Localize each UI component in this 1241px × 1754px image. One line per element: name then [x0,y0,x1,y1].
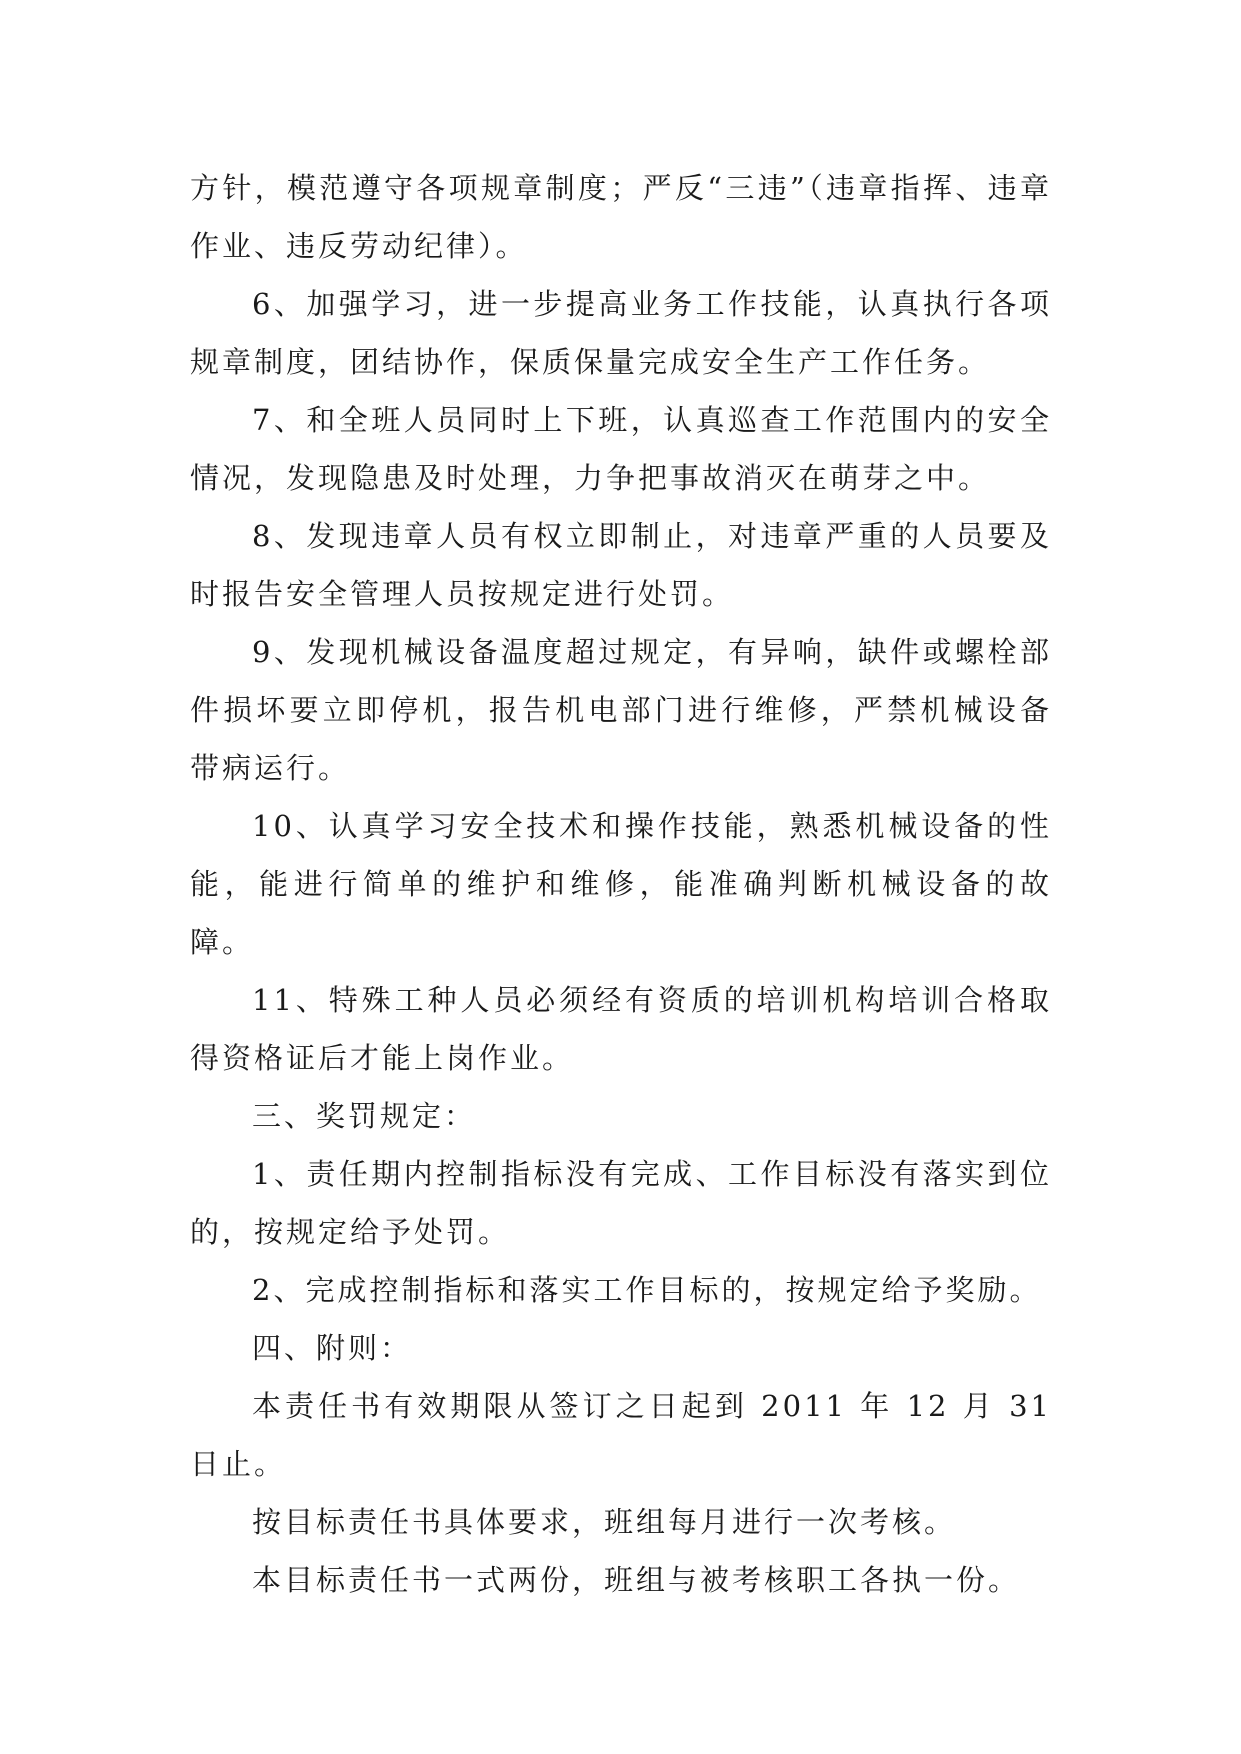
section-heading-rewards: 三、奖罚规定： [252,1099,477,1133]
paragraph-item-7: 7、和全班人员同时上下班，认真巡查工作范围内的安全情况，发现隐患及时处理，力争把事故消灭在萌芽之中。 [190,403,1052,495]
paragraph-item-8: 8、发现违章人员有权立即制止，对违章严重的人员要及时报告安全管理人员按规定进行处罚。 [190,519,1052,611]
paragraph-item-9: 9、发现机械设备温度超过规定，有异响，缺件或螺栓部件损坏要立即停机，报告机电部门进行维修，严禁机械设备带病运行。 [190,635,1052,785]
paragraph-reward-2: 2、完成控制指标和落实工作目标的，按规定给予奖励。 [252,1273,1042,1307]
paragraph-assessment: 按目标责任书具体要求，班组每月进行一次考核。 [252,1505,957,1539]
paragraph-validity: 本责任书有效期限从签订之日起到 2011 年 12 月 31 日止。 [190,1389,1052,1481]
paragraph-item-10: 10、认真学习安全技术和操作技能，熟悉机械设备的性能，能进行简单的维护和维修，能准确判断机械设备的故障。 [190,809,1052,959]
section-heading-appendix: 四、附则： [252,1331,413,1365]
document-body [190,159,1052,1609]
paragraph-item-11: 11、特殊工种人员必须经有资质的培训机构培训合格取得资格证后才能上岗作业。 [190,983,1052,1075]
paragraph-item-6: 6、加强学习，进一步提高业务工作技能，认真执行各项规章制度，团结协作，保质保量完成安全生产工作任务。 [190,287,1052,379]
paragraph-copies: 本目标责任书一式两份，班组与被考核职工各执一份。 [252,1563,1021,1597]
paragraph-reward-1: 1、责任期内控制指标没有完成、工作目标没有落实到位的，按规定给予处罚。 [190,1157,1052,1249]
paragraph-continuation: 方针，模范遵守各项规章制度；严反“三违”（违章指挥、违章作业、违反劳动纪律）。 [190,171,1052,263]
